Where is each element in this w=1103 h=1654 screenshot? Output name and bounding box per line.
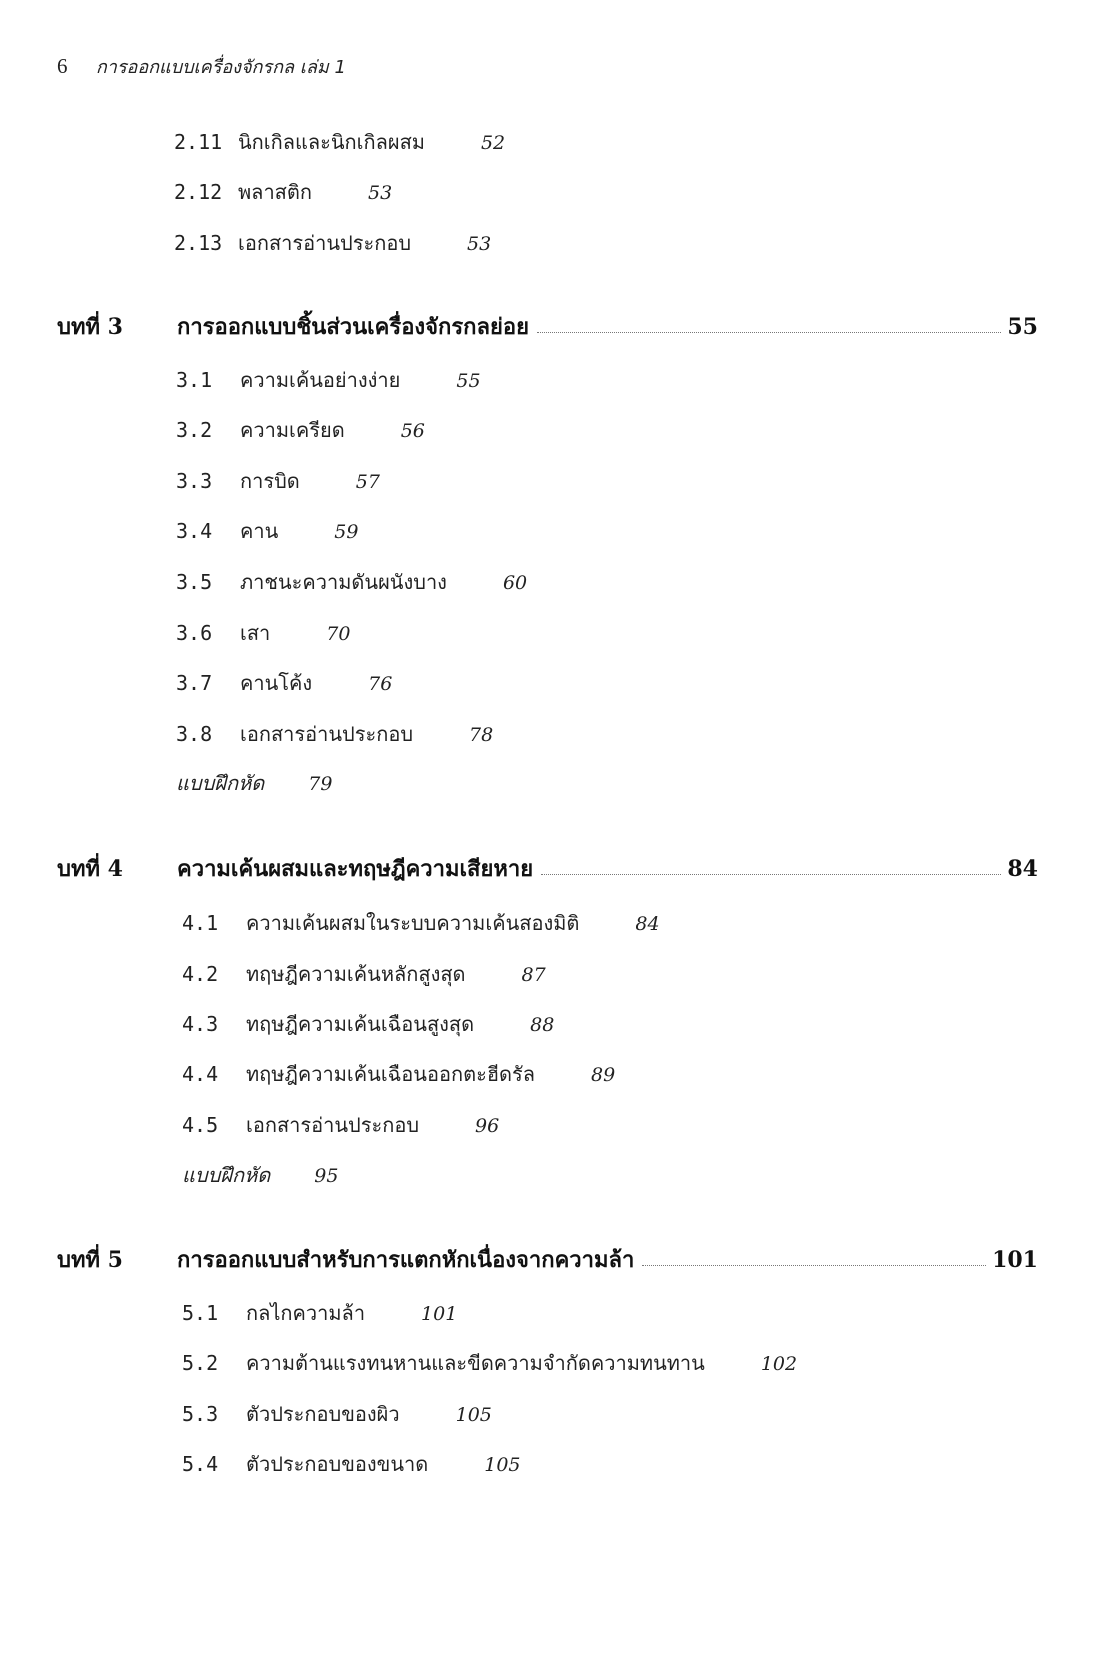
- section-number: 4.5: [182, 1113, 219, 1137]
- section-title: เอกสารอ่านประกอบ: [238, 231, 412, 255]
- chapter-page: 55: [1007, 314, 1038, 340]
- toc-entry: [176, 465, 380, 497]
- section-title: ภาชนะความดันผนังบาง: [240, 570, 447, 594]
- toc-entry: [182, 1008, 554, 1040]
- chapter-title: การออกแบบชิ้นส่วนเครื่องจักรกลย่อย: [177, 314, 529, 340]
- chapter-heading: [57, 851, 1038, 883]
- exercise-page: 95: [314, 1165, 339, 1187]
- chapter-heading: [57, 1242, 1038, 1274]
- exercise-entry: [176, 767, 332, 799]
- section-title: คานโค้ง: [240, 671, 313, 695]
- exercise-entry: [182, 1159, 338, 1191]
- section-title: การบิด: [240, 469, 300, 493]
- section-page: 52: [480, 132, 506, 154]
- dot-leader: [642, 1264, 986, 1266]
- section-page: 55: [456, 370, 481, 392]
- section-title: ความเครียด: [240, 418, 345, 442]
- dot-leader: [541, 873, 1001, 875]
- exercise-title: แบบฝึกหัด: [176, 771, 265, 795]
- section-number: 2.12: [174, 180, 223, 204]
- toc-entry: [174, 176, 392, 208]
- chapter-title: ความเค้นผสมและทฤษฎีความเสียหาย: [177, 856, 534, 882]
- toc-entry: [182, 958, 546, 990]
- toc-entry: [182, 1109, 499, 1141]
- section-page: 70: [326, 623, 351, 645]
- chapter-label: บทที่ 4: [57, 856, 123, 882]
- toc-entry: [182, 1448, 521, 1480]
- running-header: [57, 52, 346, 81]
- section-title: ตัวประกอบของขนาด: [246, 1452, 429, 1476]
- chapter-page: 101: [992, 1247, 1038, 1273]
- section-number: 3.7: [176, 671, 213, 695]
- section-number: 3.3: [176, 469, 213, 493]
- section-title: นิกเกิลและนิกเกิลผสม: [238, 130, 425, 154]
- chapter-page: 84: [1007, 856, 1038, 882]
- toc-entry: [176, 617, 350, 649]
- toc-entry: [182, 1398, 492, 1430]
- section-page: 105: [484, 1454, 521, 1476]
- section-page: 105: [455, 1404, 492, 1426]
- section-number: 5.2: [182, 1351, 219, 1375]
- section-title: ทฤษฎีความเค้นเฉือนออกตะฮีดรัล: [246, 1062, 536, 1086]
- section-page: 102: [760, 1353, 798, 1375]
- exercise-title: แบบฝึกหัด: [182, 1163, 271, 1187]
- section-page: 89: [591, 1064, 616, 1086]
- section-title: เอกสารอ่านประกอบ: [240, 722, 414, 746]
- toc-entry: [174, 126, 505, 158]
- section-number: 3.6: [176, 621, 213, 645]
- page-number: 6: [57, 54, 68, 78]
- section-number: 3.5: [176, 570, 213, 594]
- section-page: 88: [530, 1014, 555, 1036]
- chapter-label: บทที่ 5: [57, 1247, 123, 1273]
- toc-entry: [174, 227, 491, 259]
- toc-entry: [176, 566, 527, 598]
- section-number: 4.4: [182, 1062, 219, 1086]
- section-number: 3.2: [176, 418, 213, 442]
- section-number: 3.8: [176, 722, 213, 746]
- section-page: 56: [400, 420, 425, 442]
- section-title: เสา: [240, 621, 271, 645]
- section-title: ความเค้นอย่างง่าย: [240, 368, 401, 392]
- book-title: การออกแบบเครื่องจักรกล เล่ม 1: [95, 57, 346, 78]
- section-page: 59: [334, 521, 359, 543]
- toc-entry: [176, 718, 493, 750]
- toc-entry: [182, 1297, 457, 1329]
- section-number: 4.1: [182, 911, 219, 935]
- section-page: 53: [367, 182, 393, 204]
- chapter-heading: [57, 309, 1038, 341]
- section-title: กลไกความล้า: [246, 1301, 366, 1325]
- toc-entry: [182, 1058, 615, 1090]
- section-page: 76: [368, 673, 393, 695]
- section-page: 87: [521, 964, 546, 986]
- section-page: 53: [467, 233, 492, 255]
- toc-entry: [182, 1347, 797, 1379]
- toc-entry: [176, 515, 358, 547]
- section-title: ตัวประกอบของผิว: [246, 1402, 400, 1426]
- toc-entry: [176, 414, 425, 446]
- section-number: 5.3: [182, 1402, 219, 1426]
- section-number: 5.1: [182, 1301, 219, 1325]
- exercise-page: 79: [308, 773, 333, 795]
- section-page: 57: [355, 471, 380, 493]
- section-title: เอกสารอ่านประกอบ: [246, 1113, 420, 1137]
- chapter-title: การออกแบบสำหรับการแตกหักเนื่องจากความล้า: [177, 1247, 635, 1273]
- section-page: 84: [635, 913, 660, 935]
- section-page: 96: [475, 1115, 500, 1137]
- section-number: 5.4: [182, 1452, 219, 1476]
- chapter-label: บทที่ 3: [57, 314, 123, 340]
- section-title: ทฤษฎีความเค้นหลักสูงสุด: [246, 962, 466, 986]
- section-number: 3.1: [176, 368, 213, 392]
- toc-entry: [176, 667, 392, 699]
- section-number: 2.13: [174, 231, 223, 255]
- toc-entry: [176, 364, 481, 396]
- section-title: ความต้านแรงทนหานและขีดความจำกัดความทนทาน: [246, 1351, 705, 1375]
- dot-leader: [537, 331, 1001, 333]
- section-page: 78: [469, 724, 494, 746]
- toc-entry: [182, 907, 660, 939]
- section-title: ทฤษฎีความเค้นเฉือนสูงสุด: [246, 1012, 475, 1036]
- section-number: 4.3: [182, 1012, 219, 1036]
- section-title: คาน: [240, 519, 279, 543]
- section-number: 3.4: [176, 519, 213, 543]
- section-page: 60: [502, 572, 528, 594]
- section-number: 4.2: [182, 962, 219, 986]
- section-title: ความเค้นผสมในระบบความเค้นสองมิติ: [246, 911, 580, 935]
- section-title: พลาสติก: [238, 180, 312, 204]
- section-number: 2.11: [174, 130, 223, 154]
- section-page: 101: [421, 1303, 458, 1325]
